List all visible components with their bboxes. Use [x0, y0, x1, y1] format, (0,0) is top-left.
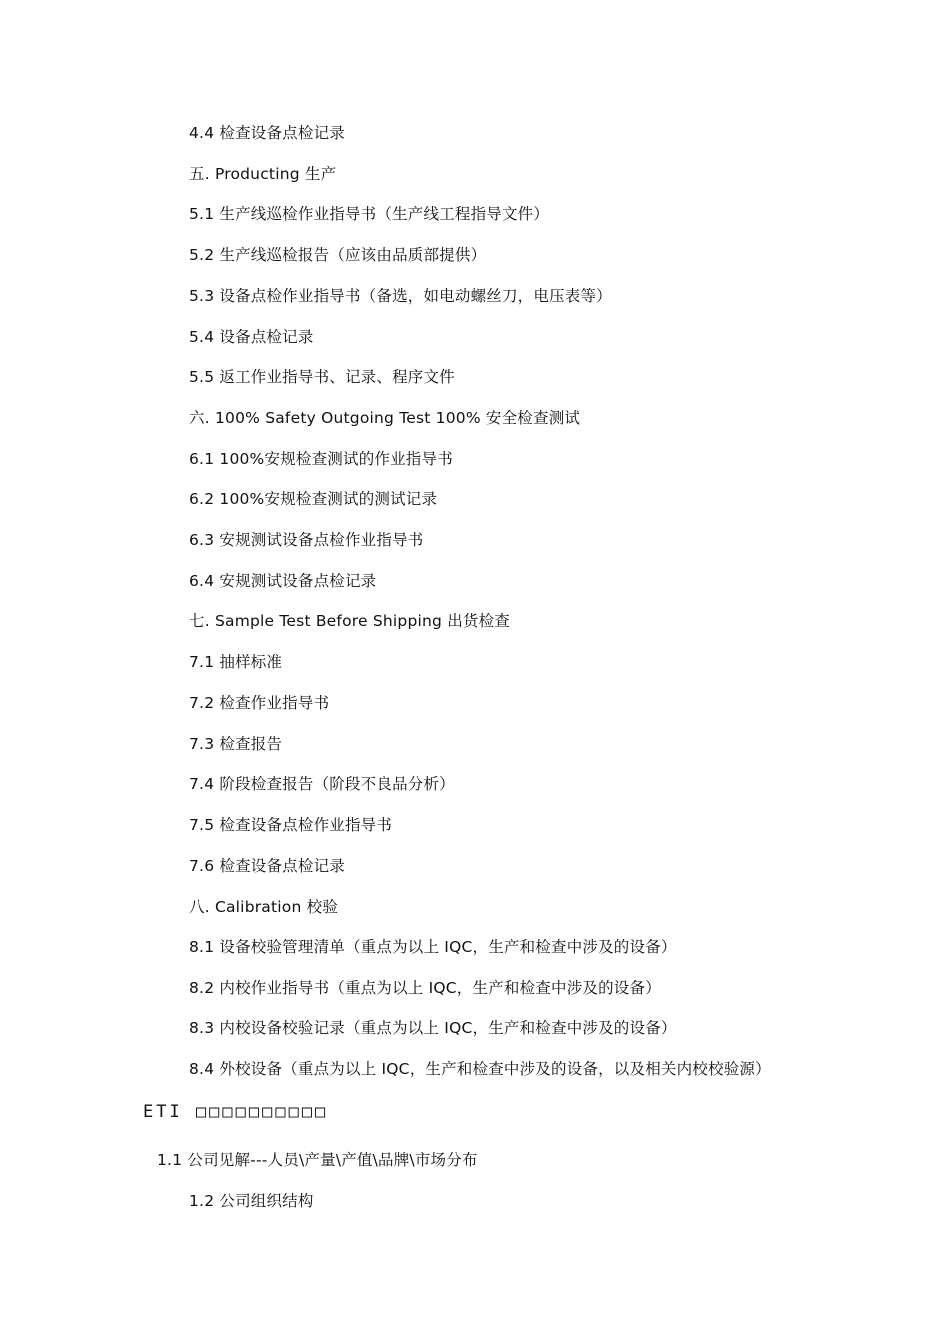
- text-line-6-2: 6.2 100%安规检查测试的测试记录: [189, 490, 438, 508]
- text-line-4-4: 4.4 检查设备点检记录: [189, 124, 345, 142]
- text-line-8-2: 8.2 内校作业指导书（重点为以上 IQC，生产和检查中涉及的设备）: [189, 979, 661, 997]
- text-line-6-1: 6.1 100%安规检查测试的作业指导书: [189, 450, 453, 468]
- text-line-6-4: 6.4 安规测试设备点检记录: [189, 572, 377, 590]
- text-line-7-2: 7.2 检查作业指导书: [189, 694, 330, 712]
- text-line-8-4: 8.4 外校设备（重点为以上 IQC，生产和检查中涉及的设备，以及相关内校校验源）: [189, 1060, 771, 1078]
- text-line-7-6: 7.6 检查设备点检记录: [189, 857, 345, 875]
- text-line-5-5: 5.5 返工作业指导书、记录、程序文件: [189, 368, 455, 386]
- text-line-7-3: 7.3 检查报告: [189, 735, 283, 753]
- section-heading-8: 八. Calibration 校验: [189, 898, 339, 916]
- section-heading-7: 七. Sample Test Before Shipping 出货检查: [189, 612, 510, 630]
- text-line-5-4: 5.4 设备点检记录: [189, 328, 314, 346]
- text-line-5-1: 5.1 生产线巡检作业指导书（生产线工程指导文件）: [189, 205, 550, 223]
- text-line-7-5: 7.5 检查设备点检作业指导书: [189, 816, 393, 834]
- text-line-8-3: 8.3 内校设备校验记录（重点为以上 IQC，生产和检查中涉及的设备）: [189, 1019, 677, 1037]
- text-line-1-2: 1.2 公司组织结构: [189, 1192, 314, 1210]
- section-heading-6: 六. 100% Safety Outgoing Test 100% 安全检查测试: [189, 409, 581, 427]
- text-line-8-1: 8.1 设备校验管理清单（重点为以上 IQC，生产和检查中涉及的设备）: [189, 938, 677, 956]
- text-line-7-1: 7.1 抽样标准: [189, 653, 283, 671]
- section-heading-5: 五. Producting 生产: [189, 165, 337, 183]
- eti-section-heading: ETI □□□□□□□□□□: [143, 1102, 329, 1122]
- text-line-5-2: 5.2 生产线巡检报告（应该由品质部提供）: [189, 246, 487, 264]
- text-line-1-1: 1.1 公司见解---人员\产量\产值\品牌\市场分布: [157, 1151, 478, 1169]
- text-line-5-3: 5.3 设备点检作业指导书（备选，如电动螺丝刀，电压表等）: [189, 287, 612, 305]
- text-line-7-4: 7.4 阶段检查报告（阶段不良品分析）: [189, 775, 455, 793]
- text-line-6-3: 6.3 安规测试设备点检作业指导书: [189, 531, 424, 549]
